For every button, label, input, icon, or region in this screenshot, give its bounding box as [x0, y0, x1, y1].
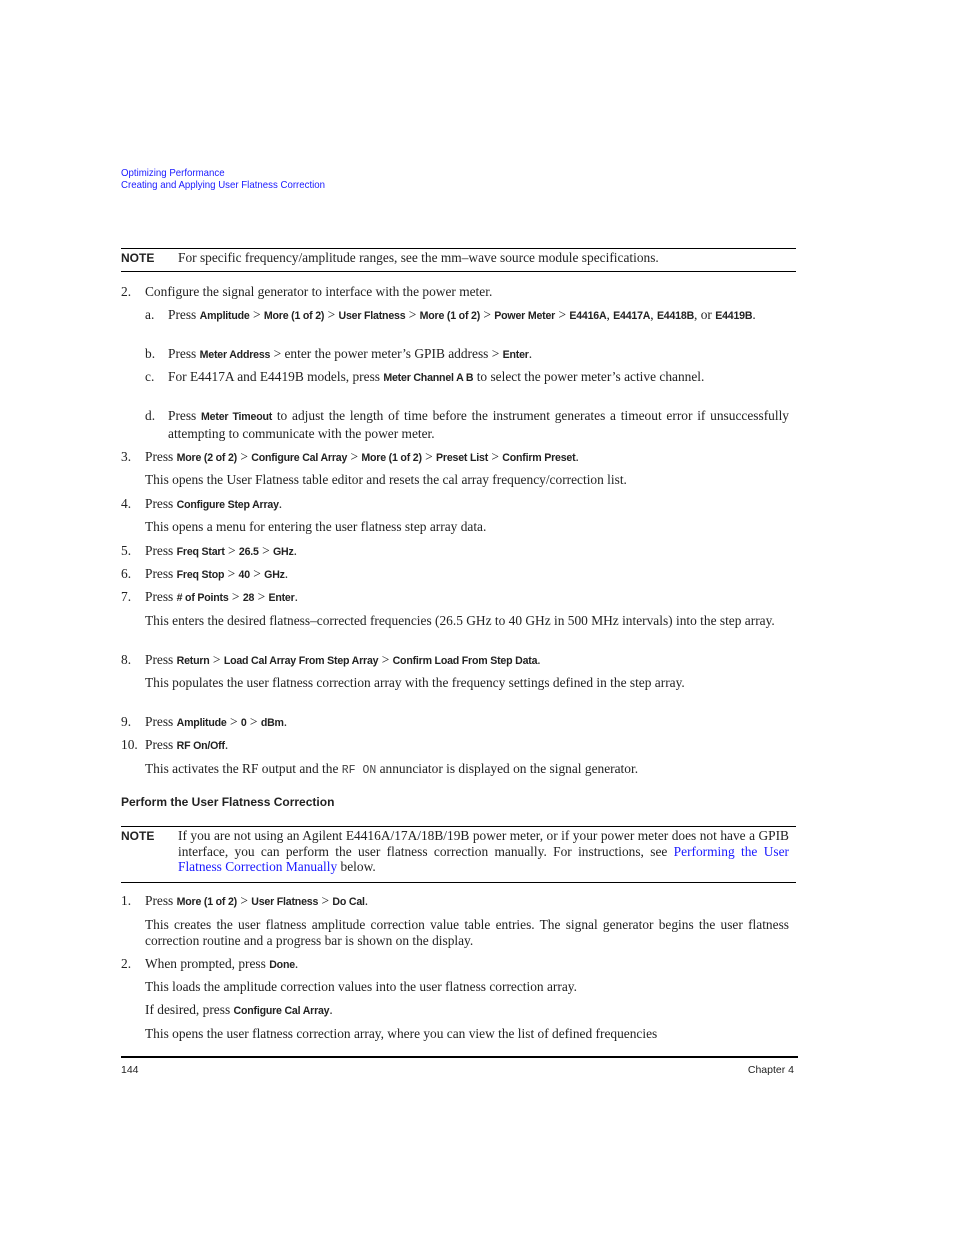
text-run: This opens the user flatness correction array, where you can view the list of defined frequencies — [145, 1026, 658, 1041]
softkey-label: Do Cal — [332, 896, 365, 908]
text-run: > — [488, 449, 503, 464]
softkey-label: Confirm Preset — [502, 452, 576, 464]
text-run: . — [224, 737, 229, 752]
step-text — [145, 714, 789, 732]
footer-rule — [121, 1056, 798, 1058]
softkey-label: GHz — [264, 569, 285, 581]
substep-text — [168, 408, 789, 441]
text-run: Configure the signal generator to interface with the power meter. — [145, 284, 493, 299]
softkey-label: Confirm Load From Step Data — [392, 655, 538, 667]
step-number: 6. — [121, 566, 132, 581]
annunciator-text: RF ON — [341, 764, 377, 777]
step-number: 2. — [121, 284, 132, 299]
text-run: . — [293, 543, 297, 558]
softkey-label: Meter Timeout — [201, 411, 273, 423]
softkey-label: E4419B — [715, 310, 753, 322]
note-text — [178, 828, 789, 875]
text-run: > — [226, 714, 241, 729]
substep-letter: d. — [145, 408, 156, 423]
paragraph — [145, 675, 789, 691]
softkey-label: E4416A — [569, 310, 607, 322]
text-run: , — [650, 307, 657, 322]
text-run: > — [237, 449, 252, 464]
softkey-label: dBm — [260, 717, 284, 729]
note-bottom-rule — [121, 271, 796, 272]
paragraph — [145, 613, 789, 629]
step-number: 4. — [121, 496, 132, 511]
softkey-label: # of Points — [176, 592, 229, 604]
note-top-rule — [121, 248, 796, 249]
text-run: . — [752, 307, 756, 322]
text-run: > — [237, 893, 252, 908]
softkey-label: Done — [269, 959, 295, 971]
text-run: annunciator is displayed on the signal generator. — [376, 761, 639, 776]
text-run: . — [528, 346, 533, 361]
text-run: If desired, press — [145, 1002, 234, 1017]
text-run: This populates the user flatness correction array with the frequency settings defined in the step array. — [145, 675, 685, 690]
step-number: 2. — [121, 956, 132, 971]
softkey-label: Meter Channel A B — [383, 372, 474, 384]
text-run: . — [294, 589, 298, 604]
note-label: NOTE — [121, 251, 155, 265]
text-run: > — [228, 589, 243, 604]
step-number: 8. — [121, 652, 132, 667]
paragraph — [145, 761, 789, 779]
softkey-label: Freq Start — [176, 546, 225, 558]
softkey-label: More (1 of 2) — [361, 452, 422, 464]
text-run: Press — [168, 346, 200, 361]
text-run: > — [318, 893, 333, 908]
substep-text — [168, 307, 789, 325]
step-number: 3. — [121, 449, 132, 464]
text-run: > — [405, 307, 420, 322]
text-run: This opens the User Flatness table editor and resets the cal array frequency/correction list. — [145, 472, 627, 487]
text-run: , — [606, 307, 614, 322]
step-number: 5. — [121, 543, 132, 558]
paragraph — [145, 1026, 789, 1042]
softkey-label: E4418B — [656, 310, 695, 322]
softkey-label: RF On/Off — [176, 740, 225, 752]
text-run: Press — [145, 449, 177, 464]
text-run: Press — [145, 566, 177, 581]
softkey-label: E4417A — [613, 310, 651, 322]
text-run: Press — [145, 543, 177, 558]
softkey-label: More (2 of 2) — [176, 452, 238, 464]
softkey-label: More (1 of 2) — [176, 896, 238, 908]
text-run: Press — [145, 652, 177, 667]
section-heading: Perform the User Flatness Correction — [121, 795, 335, 809]
text-run: Press — [145, 893, 177, 908]
text-run: . — [284, 566, 289, 581]
header-subsection[interactable]: Creating and Applying User Flatness Correction — [121, 179, 326, 191]
softkey-label: Configure Cal Array — [251, 452, 348, 464]
text-run: When prompted, press — [145, 956, 270, 971]
softkey-label: Enter — [502, 349, 529, 361]
text-run: > — [224, 543, 239, 558]
text-run: Press — [145, 737, 177, 752]
softkey-label: 26.5 — [238, 546, 259, 558]
text-run: . — [278, 496, 283, 511]
paragraph — [145, 519, 789, 535]
text-run: . — [537, 652, 541, 667]
text-run: Press — [145, 714, 177, 729]
text-run: This opens a menu for entering the user flatness step array data. — [145, 519, 487, 534]
step-text — [145, 737, 789, 755]
text-run: Press — [168, 408, 202, 423]
softkey-label: User Flatness — [251, 896, 319, 908]
header-section[interactable]: Optimizing Performance — [121, 167, 225, 179]
text-run: > — [249, 566, 265, 581]
text-run: > — [224, 566, 239, 581]
step-text — [145, 543, 789, 561]
step-text — [145, 449, 789, 467]
text-run: > — [258, 543, 273, 558]
text-run: This enters the desired flatness–corrected frequencies (26.5 GHz to 40 GHz in 500 MHz intervals) into the step array. — [145, 613, 775, 628]
step-number: 10. — [121, 737, 138, 752]
text-run: . — [294, 956, 299, 971]
text-run: This loads the amplitude correction values into the user flatness correction array. — [145, 979, 577, 994]
substep-letter: c. — [145, 369, 155, 384]
softkey-label: 40 — [238, 569, 250, 581]
text-run: > — [555, 307, 570, 322]
softkey-label: Enter — [268, 592, 295, 604]
step-number: 9. — [121, 714, 132, 729]
text-run: . — [575, 449, 579, 464]
text-run: > — [254, 589, 269, 604]
text-run: This activates the RF output and the — [145, 761, 342, 776]
note-bottom-rule — [121, 882, 796, 883]
paragraph — [145, 1002, 789, 1020]
text-run: For E4417A and E4419B models, press — [168, 369, 384, 384]
note-label: NOTE — [121, 829, 155, 843]
text-run: , or — [694, 307, 716, 322]
softkey-label: Freq Stop — [176, 569, 225, 581]
step-number: 7. — [121, 589, 132, 604]
text-run: below. — [337, 859, 376, 874]
softkey-label: GHz — [273, 546, 294, 558]
text-run: > enter the power meter’s GPIB address > — [270, 346, 503, 361]
step-text — [145, 893, 789, 911]
text-run: . — [283, 714, 288, 729]
text-run: to adjust the length of time before the instrument generates a timeout error if unsuccessfully attempting to communicate with the power meter. — [168, 408, 789, 441]
text-run: to select the power meter’s active channel. — [473, 369, 705, 384]
paragraph — [145, 472, 789, 488]
text-run: Press — [145, 589, 177, 604]
text-run: If you are not using an Agilent E4416A/17A/18B/19B power meter, or if your power meter does not have a GPIB interface, you can perform the user flatness correction manually. For instructions, see — [178, 828, 789, 859]
chapter-label: Chapter 4 — [747, 1064, 794, 1076]
step-text — [145, 566, 789, 584]
text-run: . — [329, 1002, 333, 1017]
softkey-label: 0 — [240, 717, 247, 729]
substep-letter: a. — [145, 307, 155, 322]
note-text — [178, 250, 789, 266]
paragraph — [145, 917, 789, 948]
softkey-label: Amplitude — [199, 310, 250, 322]
softkey-label: Configure Step Array — [176, 499, 279, 511]
paragraph — [145, 979, 789, 995]
note-top-rule — [121, 826, 796, 827]
substep-text — [168, 346, 789, 364]
softkey-label: Meter Address — [199, 349, 271, 361]
softkey-label: Configure Cal Array — [233, 1005, 330, 1017]
text-run: For specific frequency/amplitude ranges, see the mm–wave source module specifications. — [178, 250, 659, 265]
softkey-label: Return — [176, 655, 210, 667]
softkey-label: User Flatness — [338, 310, 406, 322]
text-run: > — [378, 652, 393, 667]
step-text — [145, 956, 789, 974]
softkey-label: Amplitude — [176, 717, 227, 729]
step-text — [145, 496, 789, 514]
softkey-label: 28 — [242, 592, 255, 604]
text-run: . — [364, 893, 369, 908]
softkey-label: More (1 of 2) — [419, 310, 481, 322]
step-text — [145, 652, 789, 670]
softkey-label: More (1 of 2) — [263, 310, 325, 322]
text-run: > — [480, 307, 495, 322]
step-text — [145, 589, 789, 607]
softkey-label: Preset List — [436, 452, 489, 464]
text-run: > — [246, 714, 261, 729]
text-run: > — [249, 307, 264, 322]
softkey-label: Power Meter — [494, 310, 556, 322]
text-run: > — [209, 652, 224, 667]
page-number: 144 — [121, 1064, 139, 1076]
softkey-label: Load Cal Array From Step Array — [223, 655, 379, 667]
text-run: > — [324, 307, 339, 322]
text-run: Press — [145, 496, 177, 511]
text-run: > — [421, 449, 437, 464]
text-run: > — [347, 449, 362, 464]
substep-text — [168, 369, 789, 387]
text-run: Press — [168, 307, 200, 322]
cross-reference-link[interactable]: Performing the User Flatness Correction Manually — [178, 843, 789, 874]
text-run: This creates the user flatness amplitude correction value table entries. The signal generator begins the user flatness correction routine and a progress bar is shown on the display. — [145, 917, 789, 948]
step-number: 1. — [121, 893, 132, 908]
substep-letter: b. — [145, 346, 156, 361]
step-text — [145, 284, 789, 300]
